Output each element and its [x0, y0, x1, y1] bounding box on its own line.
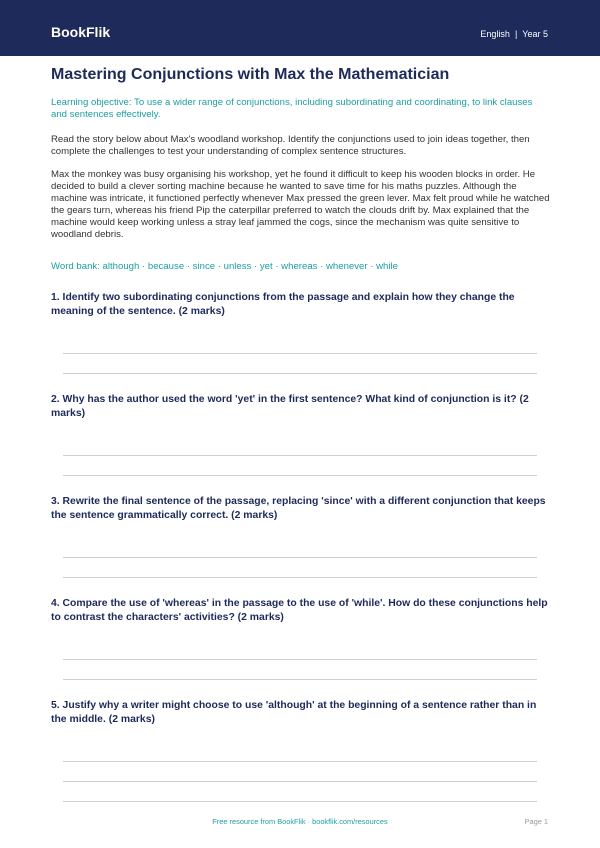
answer-line-1b[interactable]: [63, 373, 537, 374]
year-label: Year 5: [522, 29, 548, 39]
story-passage: Max the monkey was busy organising his workshop, yet he found it difficult to keep his wooden blocks in order. He decided to build a clever sorting machine because he wanted to save time for his maths puzzles. Although the machine was intricate, it functioned perfectly whenever Max pressed the green lever. Max felt proud while he watched the gears turn, whereas his friend Pip the caterpillar preferred to watch the clouds drift by. Max explained that the machine would keep working unless a stray leaf jammed the cogs, since the mechanism was quite sensitive to woodland debris.: [51, 169, 550, 240]
question-4: 4. Compare the use of 'whereas' in the passage to the use of 'while'. How do these conjunctions help to contrast the characters' activities? (2 marks): [51, 598, 548, 623]
answer-line-5a[interactable]: [63, 761, 537, 762]
answer-line-5b[interactable]: [63, 781, 537, 782]
page-title: Mastering Conjunctions with Max the Mathematician: [51, 66, 450, 83]
answer-line-4a[interactable]: [63, 659, 537, 660]
answer-line-2b[interactable]: [63, 475, 537, 476]
question-1: 1. Identify two subordinating conjunctions from the passage and explain how they change the meaning of the sentence. (2 marks): [51, 292, 515, 317]
answer-line-4b[interactable]: [63, 679, 537, 680]
intro-paragraph: Read the story below about Max's woodland workshop. Identify the conjunctions used to join ideas together, then complete the challenges to test your understanding of complex sentence structures.: [51, 134, 530, 157]
learning-objective: Learning objective: To use a wider range of conjunctions, including subordinating and coordinating, to link clauses and sentences effectively.: [51, 97, 533, 120]
answer-line-3b[interactable]: [63, 577, 537, 578]
answer-line-2a[interactable]: [63, 455, 537, 456]
footer-credit[interactable]: Free resource from BookFlik · bookflik.com/resources: [212, 817, 388, 826]
question-5: 5. Justify why a writer might choose to use 'although' at the beginning of a sentence rather than in the middle. (2 marks): [51, 700, 537, 725]
question-3: 3. Rewrite the final sentence of the passage, replacing 'since' with a different conjunction that keeps the sentence grammatically correct. (2 marks): [51, 496, 546, 521]
answer-line-5c[interactable]: [63, 801, 537, 802]
subject-year: [480, 28, 548, 40]
answer-line-3a[interactable]: [63, 557, 537, 558]
brand-logo[interactable]: BookFlik: [51, 24, 111, 40]
question-2: 2. Why has the author used the word 'yet' in the first sentence? What kind of conjunction is it? (2 marks): [51, 394, 529, 419]
answer-line-1a[interactable]: [63, 353, 537, 354]
header-bar: [0, 0, 600, 56]
meta-separator: |: [514, 29, 518, 39]
word-bank: Word bank: although · because · since · unless · yet · whereas · whenever · while: [51, 261, 398, 272]
subject-label: English: [480, 29, 510, 39]
page-number: Page 1: [524, 817, 548, 826]
